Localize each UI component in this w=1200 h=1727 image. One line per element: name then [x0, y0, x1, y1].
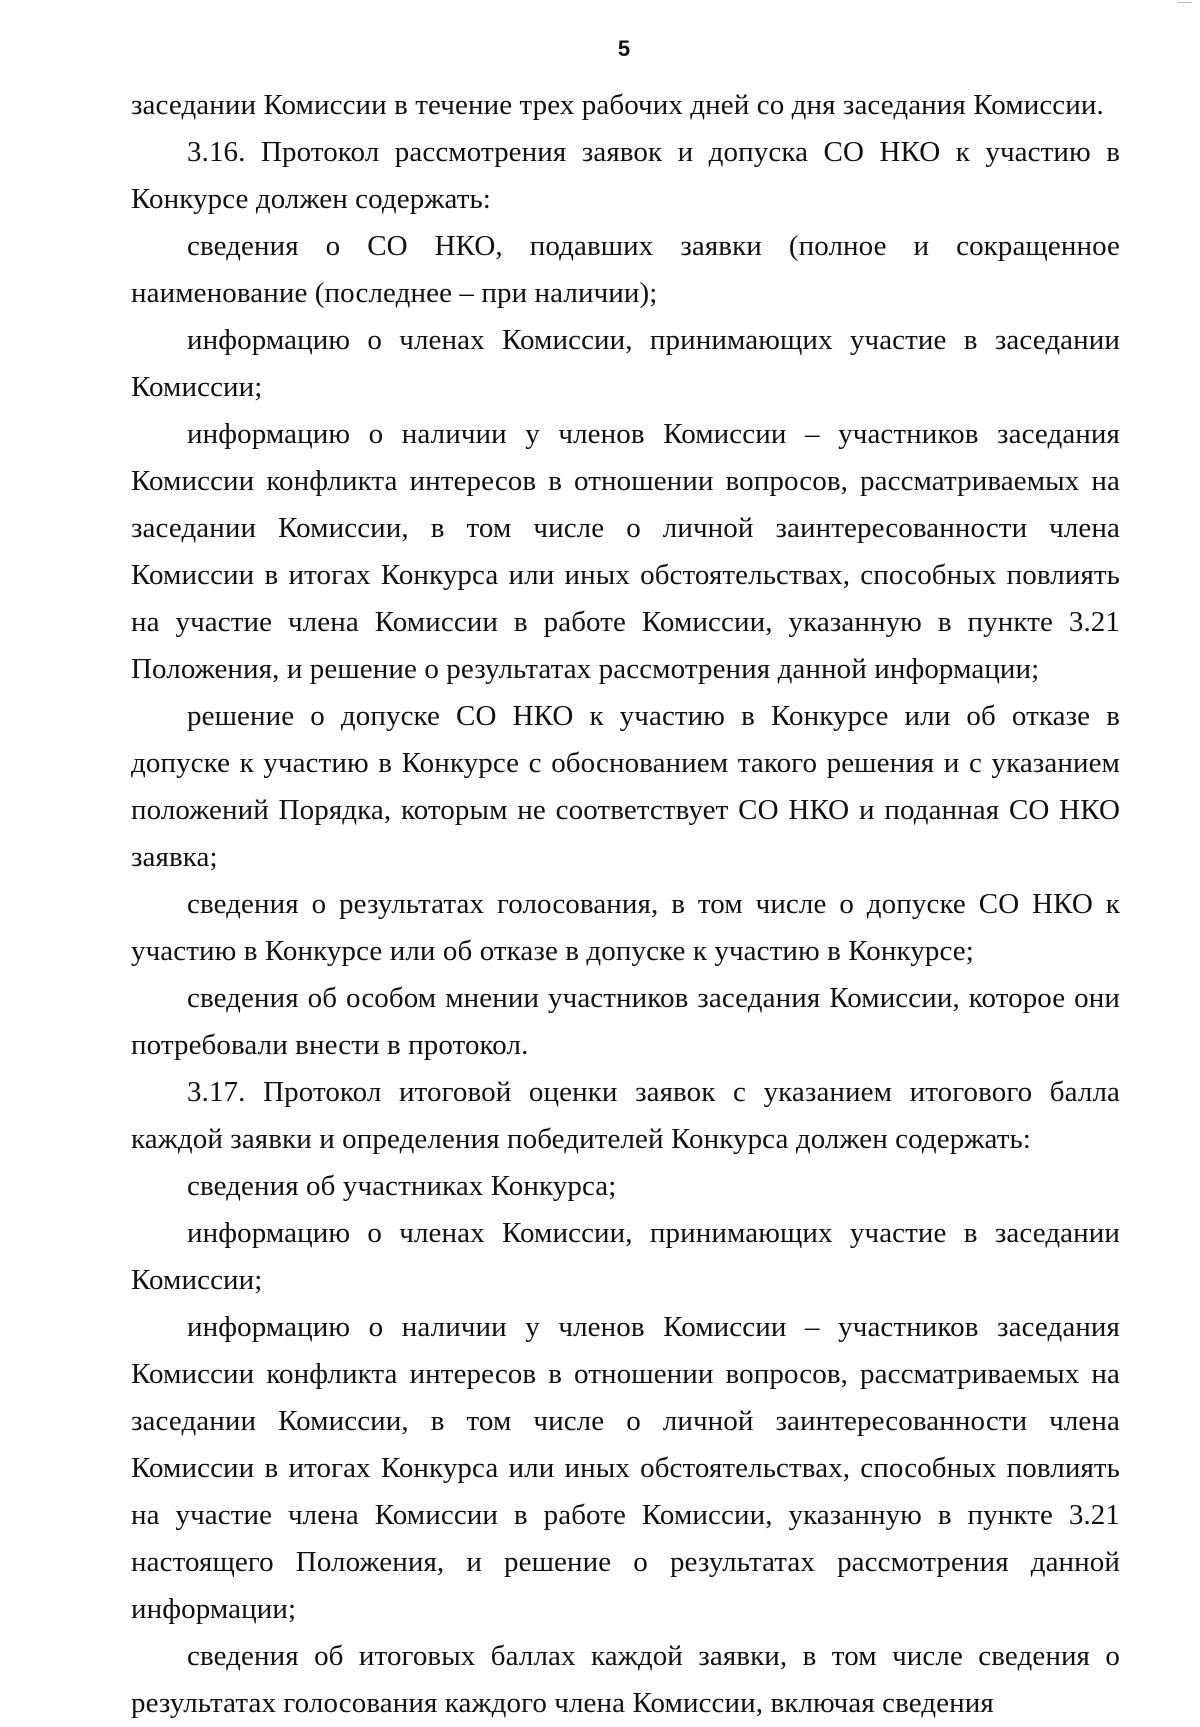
paragraph-continuation: заседании Комиссии в течение трех рабочих дней со дня заседания Комиссии.	[131, 89, 1104, 121]
paragraph-list-item: информацию о членах Комиссии, принимающих участие в заседании Комиссии;	[131, 1217, 1120, 1296]
paragraph-list-item: решение о допуске СО НКО к участию в Конкурсе или об отказе в допуске к участию в Конкурсе с обоснованием такого решения и с указанием положений Порядка, которым не соответствует СО НКО и поданная СО НКО заявка;	[131, 700, 1120, 873]
page-number: 5	[617, 36, 631, 61]
paragraph-list-item: информацию о наличии у членов Комиссии – участников заседания Комиссии конфликта интересов в отношении вопросов, рассматриваемых на заседании Комиссии, в том числе о личной заинтересованности члена Комиссии в итогах Конкурса или иных обстоятельствах, способных повлиять на участие члена Комиссии в работе Комиссии, указанную в пункте 3.21 настоящего Положения, и решение о результатах рассмотрения данной информации;	[131, 1311, 1120, 1625]
paragraph-list-item: сведения о СО НКО, подавших заявки (полное и сокращенное наименование (последнее – при наличии);	[131, 230, 1120, 309]
paragraph-list-item: сведения об участниках Конкурса;	[187, 1170, 617, 1202]
paragraph-3-17: 3.17. Протокол итоговой оценки заявок с указанием итогового балла каждой заявки и определения победителей Конкурса должен содержать:	[131, 1076, 1120, 1155]
paragraph-3-16: 3.16. Протокол рассмотрения заявок и допуска СО НКО к участию в Конкурсе должен содержать:	[131, 136, 1120, 215]
paragraph-list-item: сведения об итоговых баллах каждой заявки, в том числе сведения о результатах голосования каждого члена Комиссии, включая сведения	[131, 1640, 1120, 1719]
paragraph-list-item: сведения о результатах голосования, в том числе о допуске СО НКО к участию в Конкурсе или об отказе в допуске к участию в Конкурсе;	[131, 888, 1120, 967]
paragraph-list-item: информацию о наличии у членов Комиссии – участников заседания Комиссии конфликта интересов в отношении вопросов, рассматриваемых на заседании Комиссии, в том числе о личной заинтересованности члена Комиссии в итогах Конкурса или иных обстоятельствах, способных повлиять на участие члена Комиссии в работе Комиссии, указанную в пункте 3.21 Положения, и решение о результатах рассмотрения данной информации;	[131, 418, 1120, 685]
paragraph-list-item: информацию о членах Комиссии, принимающих участие в заседании Комиссии;	[131, 324, 1120, 403]
document-body	[131, 82, 1120, 1727]
paragraph-list-item: сведения об особом мнении участников заседания Комиссии, которое они потребовали внести в протокол.	[131, 982, 1120, 1061]
scan-mark	[1178, 2, 1192, 4]
